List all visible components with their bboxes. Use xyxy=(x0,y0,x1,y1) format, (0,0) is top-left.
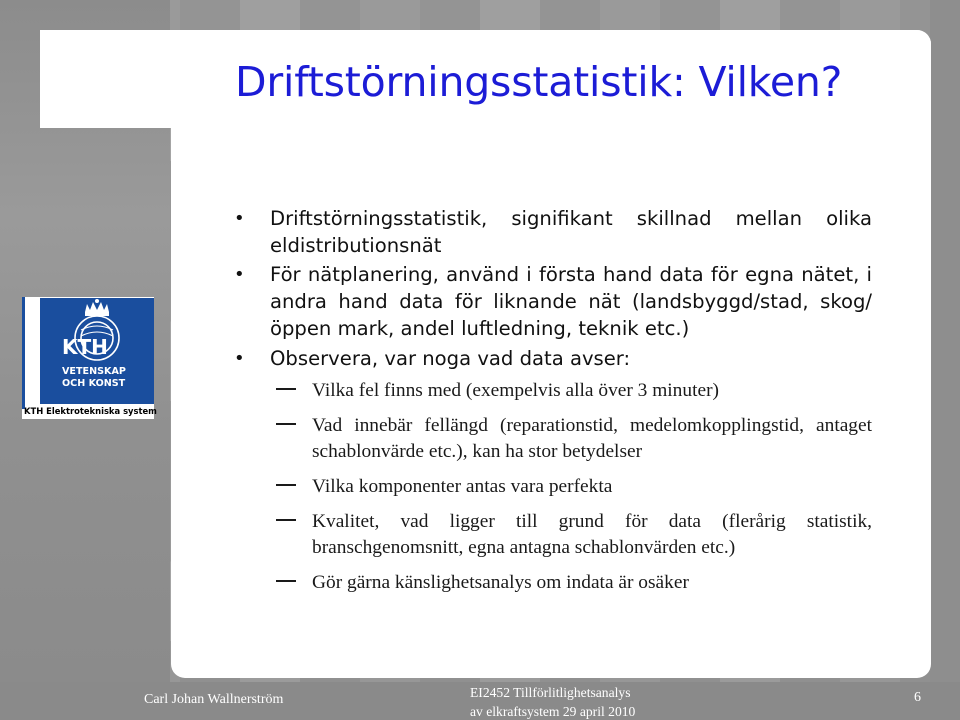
dash-icon xyxy=(276,580,296,582)
bullet-text: Observera, var noga vad data avser: xyxy=(270,347,631,370)
sub-bullet-item xyxy=(232,413,872,465)
sub-bullet-text: Vilka komponenter antas vara perfekta xyxy=(312,476,613,497)
footer-course-line1: EI2452 Tillförlitlighetsanalys xyxy=(470,685,631,700)
sub-bullet-text: Vad innebär fellängd (reparationstid, medelomkopplingstid, antaget schablonvärde etc.), kan ha stor betydelser xyxy=(312,415,872,462)
bullet-dot-icon: • xyxy=(234,348,245,369)
footer-course xyxy=(470,683,660,720)
bullet-item xyxy=(232,205,872,259)
sub-bullet-list xyxy=(232,378,872,596)
slide-title: Driftstörningsstatistik: Vilken? xyxy=(235,58,843,106)
bullet-dot-icon: • xyxy=(234,264,245,285)
bullet-dot-icon: • xyxy=(234,208,245,229)
sub-bullet-text: Vilka fel finns med (exempelvis alla över 3 minuter) xyxy=(312,380,719,401)
logo-text-line3: OCH KONST xyxy=(62,378,126,389)
sub-bullet-item xyxy=(232,474,872,500)
logo-caption: KTH Elektrotekniska system xyxy=(24,406,157,416)
dash-icon xyxy=(276,519,296,521)
bullet-item xyxy=(232,345,872,372)
kth-crown-icon xyxy=(40,298,154,404)
footer-author: Carl Johan Wallnerström xyxy=(144,692,284,707)
bullet-text: För nätplanering, använd i första hand data för egna nätet, i andra hand data för liknande nät (landsbyggd/stad, skog/öppen mark, andel luftledning, teknik etc.) xyxy=(270,263,872,340)
logo-text-kth: KTH xyxy=(62,335,108,359)
bullet-item xyxy=(232,261,872,342)
sub-bullet-item xyxy=(232,509,872,561)
bullet-text: Driftstörningsstatistik, signifikant skillnad mellan olika eldistributionsnät xyxy=(270,207,872,257)
dash-icon xyxy=(276,388,296,390)
background-stripe-right xyxy=(930,0,960,720)
sub-bullet-item xyxy=(232,570,872,596)
sub-bullet-text: Kvalitet, vad ligger till grund för data (flerårig statistik, branschgenomsnitt, egna antagna schablonvärden etc.) xyxy=(312,511,872,558)
logo-text-line2: VETENSKAP xyxy=(62,366,126,377)
footer-course-line2: av elkraftsystem 29 april 2010 xyxy=(470,704,636,719)
dash-icon xyxy=(276,484,296,486)
dash-icon xyxy=(276,423,296,425)
slide-body xyxy=(232,205,872,605)
sub-bullet-item xyxy=(232,378,872,404)
sub-bullet-text: Gör gärna känslighetsanalys om indata är osäker xyxy=(312,572,689,593)
page-number: 6 xyxy=(914,690,921,705)
logo-side-bar xyxy=(22,297,25,409)
